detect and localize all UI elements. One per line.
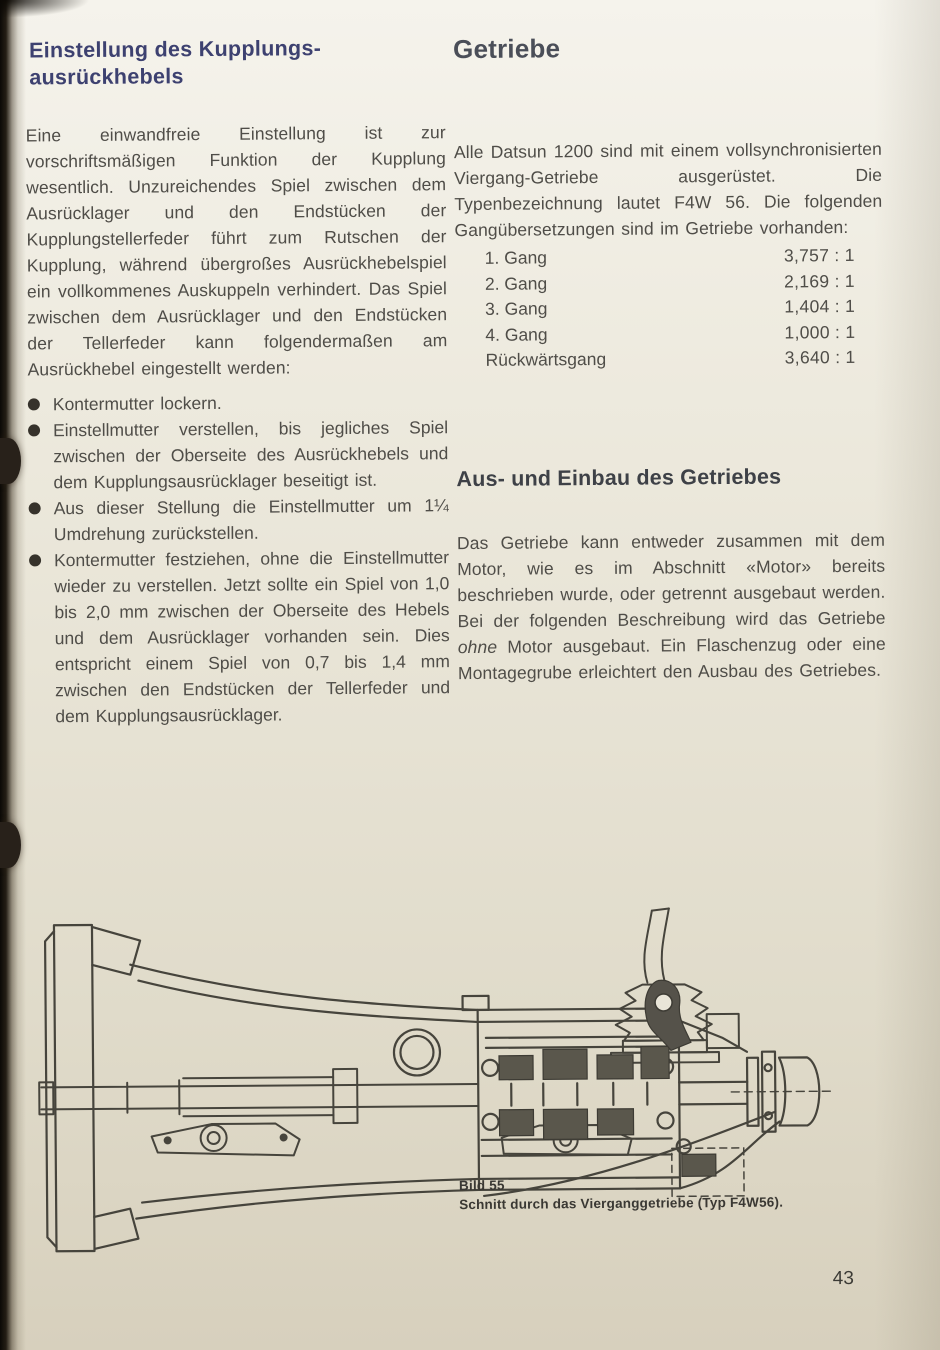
scan-corner-shadow [0,0,90,18]
list-item-text: Kontermutter festziehen, ohne die Einstellmutter wieder zu verstellen. Jetzt sollte ein Spiel von 1,0 bis 2,0 mm zwischen der Oberseite des Hebels und dem Ausrücklager vorhanden sein. Dies entspricht einem Spiel von 0,7 bis 1,4 mm zwischen den Endstücken der Tellerfeder und dem Kupplungsausrücklager. [54,547,451,727]
emphasized-word: ohne [457,636,498,657]
gear-label: 4. Gang [485,323,548,345]
list-item [29,544,450,729]
list-item [28,414,449,495]
list-item [28,388,448,417]
paragraph-text: Motor ausgebaut. Ein Flaschenzug oder eine Montagegrube erleichtert den Ausbau des Getriebes. [457,633,886,683]
book-spine-shadow [0,0,26,1350]
table-row [455,319,855,348]
gear-ratio-table [455,243,856,374]
section-heading-gearbox: Getriebe [452,33,561,65]
table-row [455,345,855,374]
section-heading-removal-installation: Aus- und Einbau des Getriebes [456,464,782,491]
gear-label: 1. Gang [484,247,548,268]
gear-ratio-value: 1,000 : 1 [784,321,856,343]
figure-caption-text: Schnitt durch das Vierganggetriebe (Typ F4W56). [459,1194,784,1213]
left-column [25,34,450,729]
page-number: 43 [832,1268,854,1290]
right-column [453,31,886,686]
list-item-text: Aus dieser Stellung die Einstellmutter um 1¼ Umdrehung zurückstellen. [53,495,449,545]
front-mount-bracket [152,1123,300,1156]
gearbox-intro-paragraph: Alle Datsun 1200 sind mit einem vollsynchronisierten Viergang-Getriebe ausgerüstet. Die Typenbezeichnung lautet F4W 56. Die folgenden Gangübersetzungen sind im Getriebe vorhanden: [453,138,883,241]
paragraph-text: Das Getriebe kann entweder zusammen mit dem Motor, wie es im Abschnitt «Motor» bereits beschrieben wurde, oder getrennt ausgebaut werden. Bei der folgenden Beschreibung wird das Getriebe [456,529,886,631]
removal-paragraph [457,526,886,685]
gear-label: 3. Gang [485,298,548,319]
list-item-text: Kontermutter lockern. [52,392,222,415]
table-row [455,294,855,323]
table-row [455,243,855,272]
list-item-text: Einstellmutter verstellen, bis jegliches Spiel zwischen der Oberseite des Ausrückhebels und dem Kupplungsausrücklager beseitigt ist. [52,417,449,493]
universal-joint-flange [731,1051,834,1132]
input-shaft [39,1068,478,1125]
bullet-dot-icon [28,424,40,436]
list-item [29,492,449,547]
clutch-intro-paragraph: Eine einwandfreie Einstellung ist zur vorschriftsmäßigen Funktion der Kupplung wesentlich. Unzureichendes Spiel zwischen dem Ausrücklager und den Endstücken der Kupplungstellerfeder führt zum Rutschen der Kupplung, während übergroßes Ausrückhebelspiel ein vollkommenes Auskuppeln verhindert. Das Spiel zwischen dem Ausrücklager und den Endstücken der Tellerfeder kann folgendermaßen am Ausrückhebel eingestellt werden: [25,122,448,380]
gear-ratio-value: 3,640 : 1 [784,346,856,368]
gearbox-cross-section-diagram [30,895,849,1273]
figure-caption [459,1174,783,1215]
clutch-adjustment-steps [28,388,451,729]
table-row [455,268,855,297]
section-heading-clutch-lever: Einstellung des Kupplungs- ausrückhebels [28,36,322,90]
gear-label: Rückwärtsgang [485,348,607,370]
gear-label: 2. Gang [484,272,548,294]
gear-ratio-value: 2,169 : 1 [784,270,855,292]
bullet-dot-icon [28,398,40,410]
bullet-dot-icon [29,502,41,514]
figure-number: Bild 55 [458,1177,505,1194]
gear-ratio-value: 1,404 : 1 [784,295,856,317]
bullet-dot-icon [29,554,41,566]
gear-cluster [499,1046,716,1178]
gear-ratio-value: 3,757 : 1 [783,244,855,266]
